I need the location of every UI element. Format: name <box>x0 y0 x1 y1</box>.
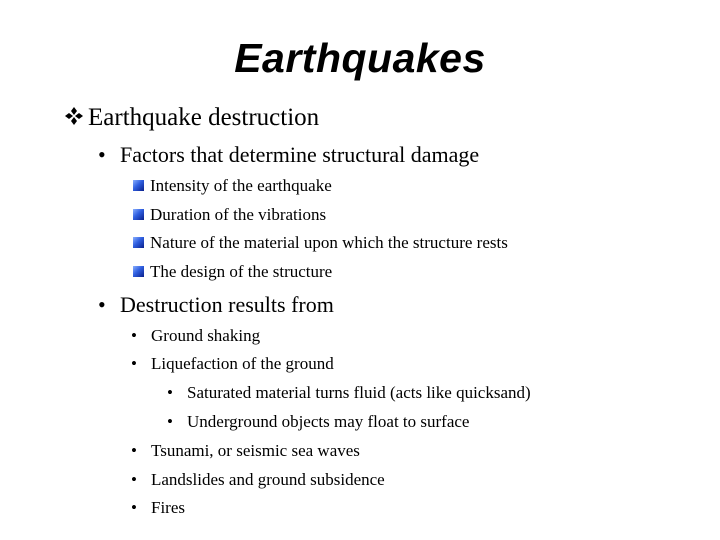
factor-item-text: The design of the structure <box>150 262 333 281</box>
factor-item <box>133 261 332 283</box>
dot-bullet: • <box>98 142 106 167</box>
dot-bullet: • <box>167 412 173 431</box>
liquefaction-subitem-text: Underground objects may float to surface <box>187 412 470 431</box>
dot-bullet: • <box>131 441 137 460</box>
dot-bullet: • <box>98 292 106 317</box>
square-bullet-icon <box>133 237 144 248</box>
factor-item <box>133 204 326 226</box>
destruction-item-text: Landslides and ground subsidence <box>151 470 385 489</box>
destruction-item <box>131 353 334 375</box>
dot-bullet: • <box>131 498 137 517</box>
dot-bullet: • <box>167 383 173 402</box>
destruction-item-text: Fires <box>151 498 185 517</box>
section1-label: Factors that determine structural damage <box>120 142 480 167</box>
diamond-bullet-icon <box>62 104 86 128</box>
square-bullet-icon <box>133 266 144 277</box>
liquefaction-subitem-text: Saturated material turns fluid (acts like quicksand) <box>187 383 531 402</box>
destruction-item-text: Liquefaction of the ground <box>151 354 334 373</box>
destruction-item <box>131 440 360 462</box>
factor-item-text: Duration of the vibrations <box>150 205 327 224</box>
liquefaction-subitem <box>167 382 531 404</box>
dot-bullet: • <box>131 470 137 489</box>
liquefaction-subitem <box>167 411 469 433</box>
factor-item <box>133 232 508 254</box>
destruction-item <box>131 469 385 491</box>
destruction-item-text: Tsunami, or seismic sea waves <box>151 441 360 460</box>
dot-bullet: • <box>131 354 137 373</box>
factor-item-text: Intensity of the earthquake <box>150 176 332 195</box>
section2-line <box>98 292 334 318</box>
factor-item <box>133 175 332 197</box>
factor-item-text: Nature of the material upon which the structure rests <box>150 233 508 252</box>
heading-line <box>62 103 319 133</box>
destruction-item-text: Ground shaking <box>151 326 261 345</box>
square-bullet-icon <box>133 180 144 191</box>
destruction-item <box>131 325 260 347</box>
destruction-item <box>131 497 185 519</box>
dot-bullet: • <box>131 326 137 345</box>
section2-label: Destruction results from <box>120 292 334 317</box>
heading-text: Earthquake destruction <box>88 104 320 131</box>
square-bullet-icon <box>133 209 144 220</box>
slide-title: Earthquakes <box>234 35 486 81</box>
section1-line <box>98 142 479 168</box>
